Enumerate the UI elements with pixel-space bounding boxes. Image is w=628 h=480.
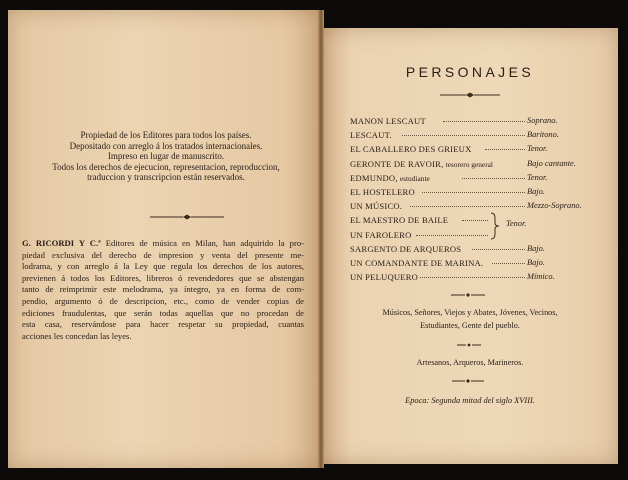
cast-voice: Bajo.: [527, 243, 545, 253]
leader-dots: [462, 220, 488, 221]
cast-voice: Mezzo-Soprano.: [527, 201, 582, 211]
publisher-line: pendio, argumento ó de descripcion, etc., como de vender copias de: [22, 295, 304, 306]
chorus-list: [322, 306, 618, 332]
cast-role: UN MÚSICO.: [350, 201, 403, 212]
ornament-divider-icon: [452, 378, 484, 384]
copyright-line: Depositado con arreglo á los tratados internacionales.: [69, 140, 263, 151]
cast-note: estudiante: [399, 173, 430, 183]
publisher-line: previenen á todos los Editores, libreros ó revendedores que se abstengan: [22, 272, 304, 283]
cast-row: [350, 270, 610, 284]
leader-dots: [492, 263, 525, 264]
cast-row: [350, 114, 610, 128]
publisher-line: lodrama, y con arreglo á la Ley que regula los derechos de los autores,: [22, 261, 304, 272]
publisher-line: tanto de reimprimir este melodrama, ya íntegro, ya en forma de com-: [22, 284, 304, 295]
cast-row: [350, 256, 610, 270]
copyright-notice: [20, 130, 312, 183]
publisher-line: acciones les concedan las leyes.: [22, 330, 132, 341]
publisher-line: esta casa, reservándose para hacer respetar su propiedad, cuantas: [22, 319, 304, 330]
publisher-notice: [22, 238, 304, 342]
cast-voice: Bajo cantante.: [527, 158, 576, 168]
copyright-line: Impreso en lugar de manuscrito.: [107, 151, 225, 162]
cast-voice: Mímico.: [527, 272, 555, 282]
shared-voice: Tenor.: [506, 219, 527, 228]
leader-dots: [462, 178, 525, 179]
cast-row: [350, 128, 610, 142]
cast-role: EL CABALLERO DES GRIEUX: [350, 144, 472, 155]
period-note: Epoca: Segunda mitad del siglo XVIII.: [405, 396, 535, 405]
leader-dots: [402, 135, 525, 136]
cast-row: [350, 171, 610, 185]
brace-icon: [490, 212, 500, 240]
leader-dots: [422, 192, 525, 193]
cast-role: UN FAROLERO: [350, 229, 412, 240]
cast-role: EL HOSTELERO: [350, 186, 415, 197]
cast-role: MANON LESCAUT: [350, 116, 426, 126]
publisher-line: ediciones fraudulentas, que serán todas aquellas que no procedan de: [22, 307, 304, 318]
cast-role: EDMUNDO,: [350, 172, 398, 183]
cast-voice: Baritono.: [527, 130, 559, 140]
chorus-line: Músicos, Señores, Viejos y Abates, Jóvenes, Vecinos,: [382, 308, 558, 317]
cast-role: GERONTE DE RAVOIR,: [350, 158, 444, 169]
publisher-name: G. RICORDI Y C.ª: [22, 238, 101, 248]
cast-voice: Bajo.: [527, 186, 545, 196]
ornament-divider-icon: [440, 92, 500, 98]
cast-row: [350, 199, 610, 213]
cast-voice: Tenor.: [527, 144, 548, 154]
cast-row: [350, 228, 610, 242]
chorus-secondary: Artesanos, Arqueros, Marineros.: [416, 358, 524, 367]
ornament-divider-icon: [150, 214, 224, 220]
page-title: PERSONAJES: [405, 64, 535, 80]
chorus-line: Estudiantes, Gente del pueblo.: [420, 321, 520, 330]
cast-row: [350, 157, 610, 171]
publisher-line: Editores de música en Milan, han adquirido la pro-: [105, 238, 304, 248]
leader-dots: [410, 206, 525, 207]
cast-note: tesorero general: [445, 159, 493, 169]
ornament-divider-icon: [457, 342, 481, 348]
leader-dots: [472, 249, 525, 250]
leader-dots: [420, 277, 525, 278]
cast-role: EL MAESTRO DE BAILE: [350, 215, 449, 226]
cast-role: LESCAUT.: [350, 130, 392, 141]
copyright-line: Propiedad de los Editores para todos los países.: [80, 130, 252, 140]
copyright-line: traduccion y transcripcion están reservados.: [87, 172, 245, 183]
cast-list: [350, 114, 610, 284]
cast-role: UN PELUQUERO: [350, 272, 419, 283]
publisher-line: piedad exclusiva del derecho de impresion y venta del presente me-: [22, 249, 304, 260]
copyright-line: Todos los derechos de ejecucion, representacion, reproduccion,: [52, 161, 280, 172]
cast-role: SARGENTO DE ARQUEROS: [350, 243, 462, 254]
cast-voice: Tenor.: [527, 172, 548, 182]
leader-dots: [416, 235, 488, 236]
cast-row: [350, 142, 610, 156]
ornament-divider-icon: [451, 292, 485, 298]
leader-dots: [485, 149, 525, 150]
leader-dots: [443, 121, 525, 122]
cast-role: UN COMANDANTE DE MARINA.: [350, 257, 484, 268]
cast-row: [350, 185, 610, 199]
cast-row: [350, 213, 610, 227]
cast-row: [350, 242, 610, 256]
cast-voice: Bajo.: [527, 257, 545, 267]
cast-voice: Soprano.: [527, 116, 558, 125]
